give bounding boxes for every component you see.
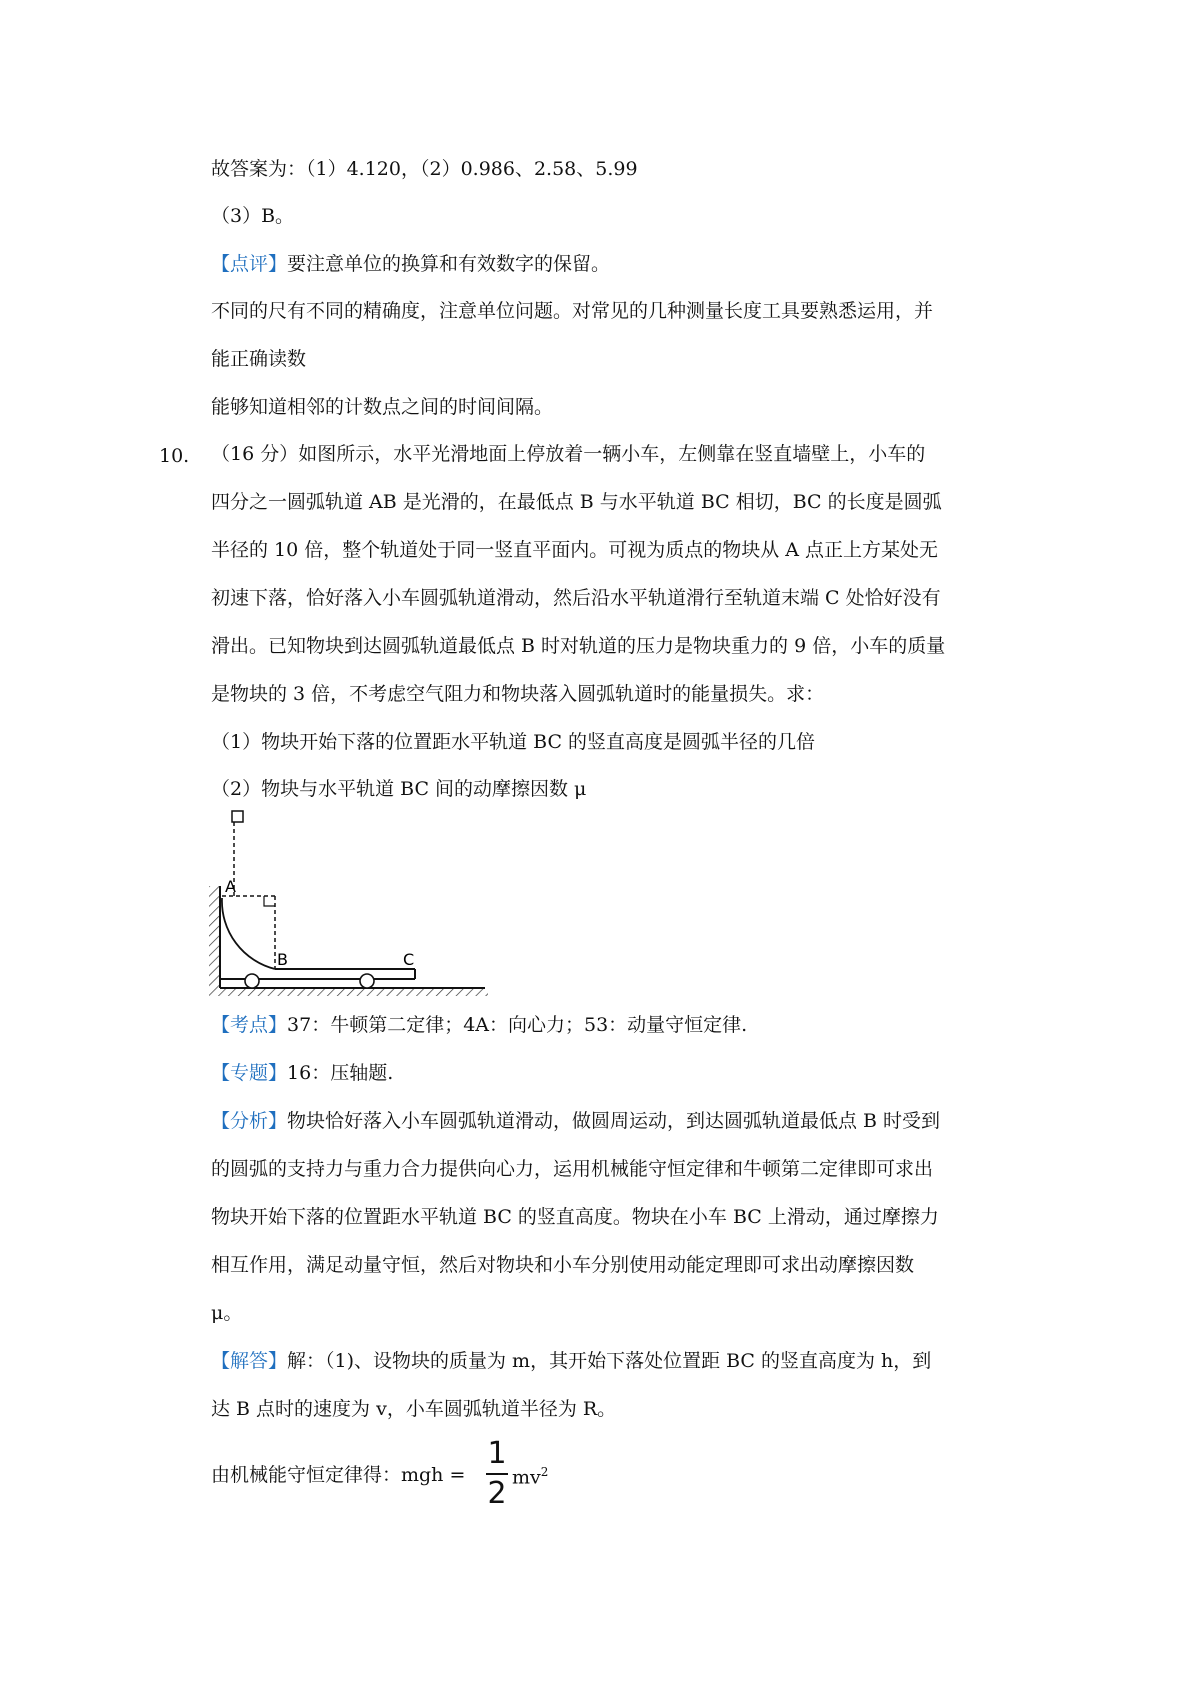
question-sub-1: （1）物块开始下落的位置距水平轨道 BC 的竖直高度是圆弧半径的几倍: [211, 731, 816, 753]
kaodian-tag: 【考点】: [211, 1014, 288, 1036]
fenxi-text-1: 物块恰好落入小车圆弧轨道滑动，做圆周运动，到达圆弧轨道最低点 B 时受到: [287, 1110, 941, 1132]
question-line-2: 四分之一圆弧轨道 AB 是光滑的，在最低点 B 与水平轨道 BC 相切，BC 的长度是圆弧: [211, 491, 942, 513]
fenxi-tag: 【分析】: [211, 1110, 288, 1132]
equation-fraction: [486, 1436, 508, 1511]
right-angle: [264, 896, 275, 906]
answer-summary: 故答案为：（1）4.120，（2）0.986、2.58、5.99: [211, 158, 638, 180]
equation-suffix: [512, 1466, 548, 1487]
question-line-1: （16 分）如图所示，水平光滑地面上停放着一辆小车，左侧靠在竖直墙壁上，小车的: [211, 443, 926, 465]
jieda-text-1: 解：（1)、设物块的质量为 m，其开始下落处位置距 BC 的竖直高度为 h，到: [287, 1350, 932, 1372]
label-b: B: [277, 950, 288, 969]
answer-part3: （3）B。: [211, 205, 295, 227]
wheel-right: [360, 974, 374, 988]
jieda-line-2: 达 B 点时的速度为 v，小车圆弧轨道半径为 R。: [211, 1398, 617, 1420]
ground-hatch: [220, 988, 488, 996]
fenxi-line-5: μ。: [211, 1302, 243, 1324]
kaodian-line: [211, 1016, 747, 1035]
cart-figure: [200, 806, 490, 996]
fraction-denominator: 2: [487, 1476, 507, 1511]
block: [232, 811, 243, 822]
equation-prefix: 由机械能守恒定律得：mgh =: [211, 1464, 466, 1486]
comment-text-2b: 能正确读数: [211, 348, 307, 370]
zhuanti-line: [211, 1064, 393, 1083]
question-line-4: 初速下落，恰好落入小车圆弧轨道滑动，然后沿水平轨道滑行至轨道末端 C 处恰好没有: [211, 587, 941, 609]
fraction-numerator: 1: [487, 1436, 507, 1471]
fenxi-line-1: [211, 1112, 940, 1131]
wall-hatch: [209, 886, 220, 996]
question-line-3: 半径的 10 倍，整个轨道处于同一竖直平面内。可视为质点的物块从 A 点正上方某处无: [211, 539, 939, 561]
comment-line: [211, 255, 610, 274]
question-line-5: 滑出。已知物块到达圆弧轨道最低点 B 时对轨道的压力是物块重力的 9 倍，小车的质量: [211, 635, 946, 657]
comment-tag: 【点评】: [211, 253, 288, 275]
jieda-tag: 【解答】: [211, 1350, 288, 1372]
comment-text: 要注意单位的换算和有效数字的保留。: [287, 253, 611, 275]
jieda-line-1: [211, 1352, 931, 1371]
label-a: A: [225, 877, 236, 896]
fraction-bar: [486, 1473, 508, 1475]
label-c: C: [403, 950, 415, 969]
fenxi-line-2: 的圆弧的支持力与重力合力提供向心力，运用机械能守恒定律和牛顿第二定律即可求出: [211, 1158, 934, 1180]
wheel-left: [245, 974, 259, 988]
kaodian-text: 37：牛顿第二定律；4A：向心力；53：动量守恒定律.: [287, 1014, 748, 1036]
comment-text-2a: 不同的尺有不同的精确度，注意单位问题。对常见的几种测量长度工具要熟悉运用，并: [211, 300, 934, 322]
equation-exponent: 2: [540, 1465, 549, 1479]
equation-mv: mv: [512, 1466, 541, 1489]
fenxi-line-3: 物块开始下落的位置距水平轨道 BC 的竖直高度。物块在小车 BC 上滑动，通过摩擦力: [211, 1206, 939, 1228]
comment-text-3: 能够知道相邻的计数点之间的时间间隔。: [211, 396, 554, 418]
arc-track: [222, 898, 275, 969]
question-number: 10.: [159, 445, 190, 467]
fenxi-line-4: 相互作用，满足动量守恒，然后对物块和小车分别使用动能定理即可求出动摩擦因数: [211, 1254, 915, 1276]
question-line-6: 是物块的 3 倍，不考虑空气阻力和物块落入圆弧轨道时的能量损失。求：: [211, 683, 825, 705]
zhuanti-text: 16：压轴题.: [287, 1062, 394, 1084]
question-sub-2: （2）物块与水平轨道 BC 间的动摩擦因数 μ: [211, 778, 587, 800]
zhuanti-tag: 【专题】: [211, 1062, 288, 1084]
